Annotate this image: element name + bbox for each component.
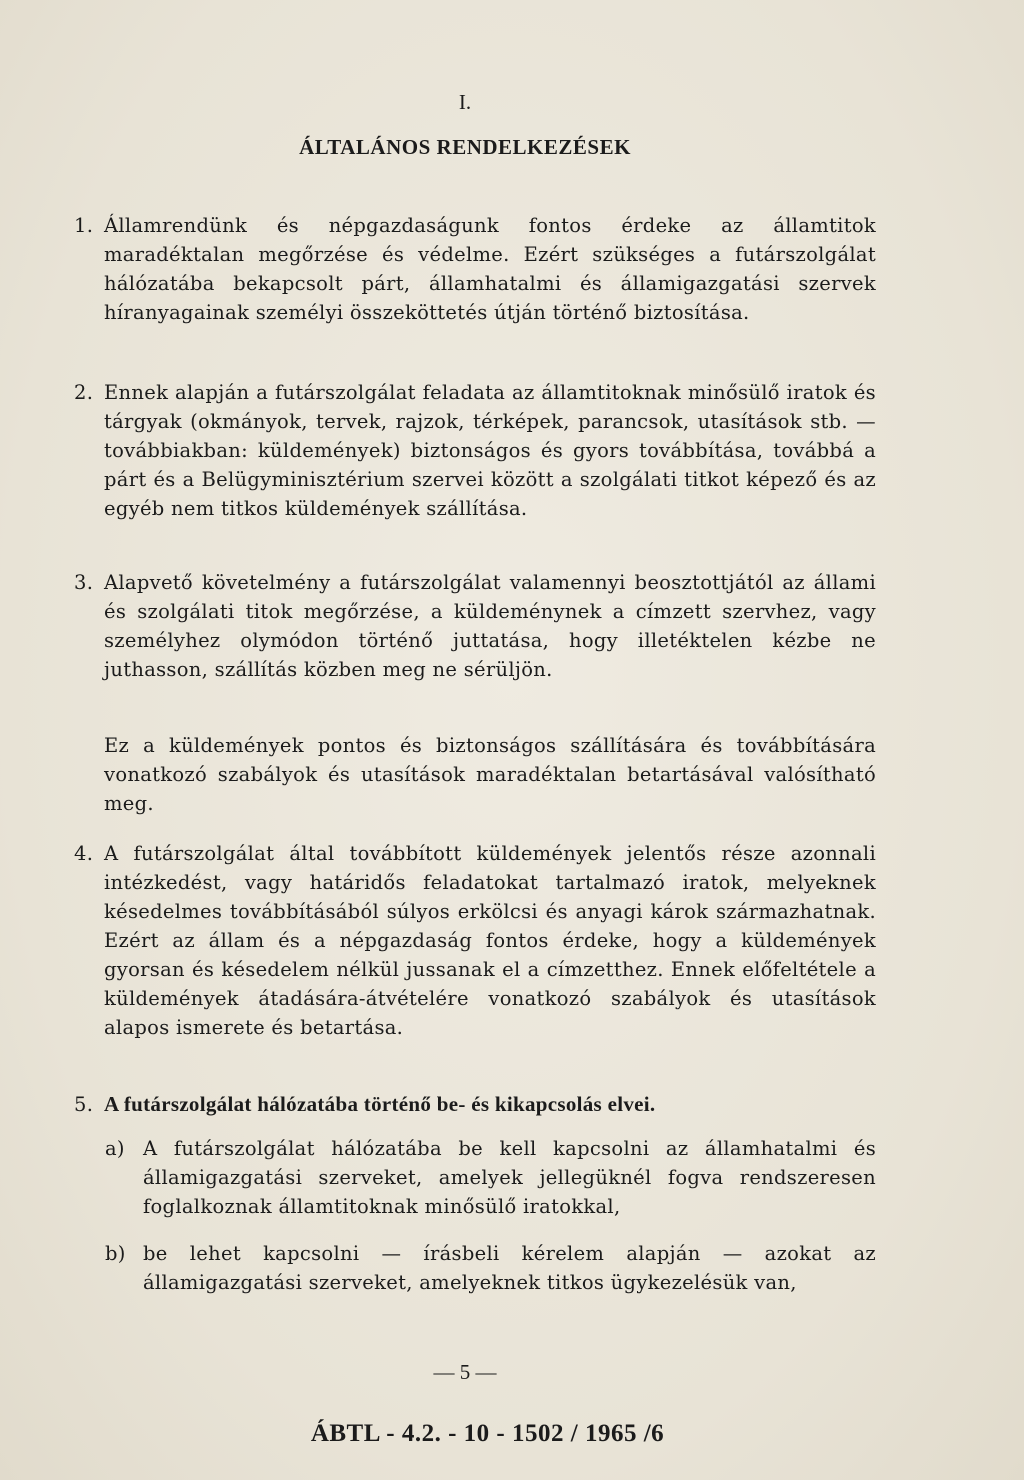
paragraph-heading-text: A futárszolgálat hálózatába történő be- és kikapcsolás elvei. — [104, 1092, 656, 1116]
paragraph-1 — [74, 211, 876, 327]
paragraph-4 — [74, 839, 876, 1042]
subitem-label: a) — [105, 1137, 125, 1160]
page-number: — 5 — — [433, 1360, 497, 1384]
paragraph-text: Alapvető követelmény a futárszolgálat valamennyi beosztottjától az állami és szolgálati titok megőrzése, a küldeménynek a címzett szervhez, vagy személyhez olymódon történő juttatása, hogy illetéktelen kézbe ne juthasson, szállítás közben meg ne sérüljön. — [104, 571, 876, 681]
paragraph-3 — [74, 568, 876, 684]
subitem-text: be lehet kapcsolni — írásbeli kérelem alapján — azokat az államigazgatási szerveket, amelyeknek titkos ügykezelésük van, — [143, 1242, 876, 1294]
section-title: ÁLTALÁNOS RENDELKEZÉSEK — [299, 135, 631, 159]
paragraph-text: Ez a küldemények pontos és biztonságos szállítására és továbbítására vonatkozó szabályok és utasítások maradéktalan betartásával valósítható meg. — [104, 734, 876, 815]
paragraph-text: A futárszolgálat által továbbított küldemények jelentős része azonnali intézkedést, vagy határidős feladatokat tartalmazó iratok, melyeknek késedelmes továbbításából súlyos erkölcsi és anyagi károk származhatnak. Ezért az állam és a népgazdaság fontos érdeke, hogy a küldemények gyorsan és késedelem nélkül jussanak el a címzetthez. Ennek előfeltétele a küldemények átadására-átvételére vonatkozó szabályok és utasítások alapos ismerete és betartása. — [104, 842, 876, 1039]
subitem-b — [105, 1239, 876, 1297]
paragraph-number: 3. — [74, 571, 94, 594]
paragraph-number: 4. — [74, 842, 94, 865]
paragraph-3-continuation — [104, 731, 876, 818]
subitem-a — [105, 1134, 876, 1221]
archive-reference: ÁBTL - 4.2. - 10 - 1502 / 1965 /6 — [310, 1420, 665, 1447]
paragraph-text: Államrendünk és népgazdaságunk fontos érdeke az államtitok maradéktalan megőrzése és védelme. Ezért szükséges a futárszolgálat hálózatába bekapcsolt párt, államhatalmi és államigazgatási szervek híranyagainak személyi összeköttetés útján történő biztosítása. — [104, 214, 876, 324]
paragraph-text: Ennek alapján a futárszolgálat feladata az államtitoknak minősülő iratok és tárgyak (okmányok, tervek, rajzok, térképek, parancsok, utasítások stb. — továbbiakban: küldemények) biztonságos és gyors továbbítása, továbbá a párt és a Belügyminisztérium szervei között a szolgálati titkot képező és az egyéb nem titkos küldemények szállítása. — [104, 381, 876, 520]
paragraph-number: 2. — [74, 381, 94, 404]
subitem-label: b) — [105, 1242, 126, 1265]
subitem-text: A futárszolgálat hálózatába be kell kapcsolni az államhatalmi és államigazgatási szerveket, amelyek jellegüknél fogva rendszeresen foglalkoznak államtitoknak minősülő iratokkal, — [143, 1137, 876, 1218]
section-number: I. — [458, 90, 472, 114]
paragraph-number: 5. — [74, 1093, 94, 1116]
paragraph-5-heading — [74, 1090, 876, 1119]
paragraph-number: 1. — [74, 214, 94, 237]
paragraph-2 — [74, 378, 876, 523]
